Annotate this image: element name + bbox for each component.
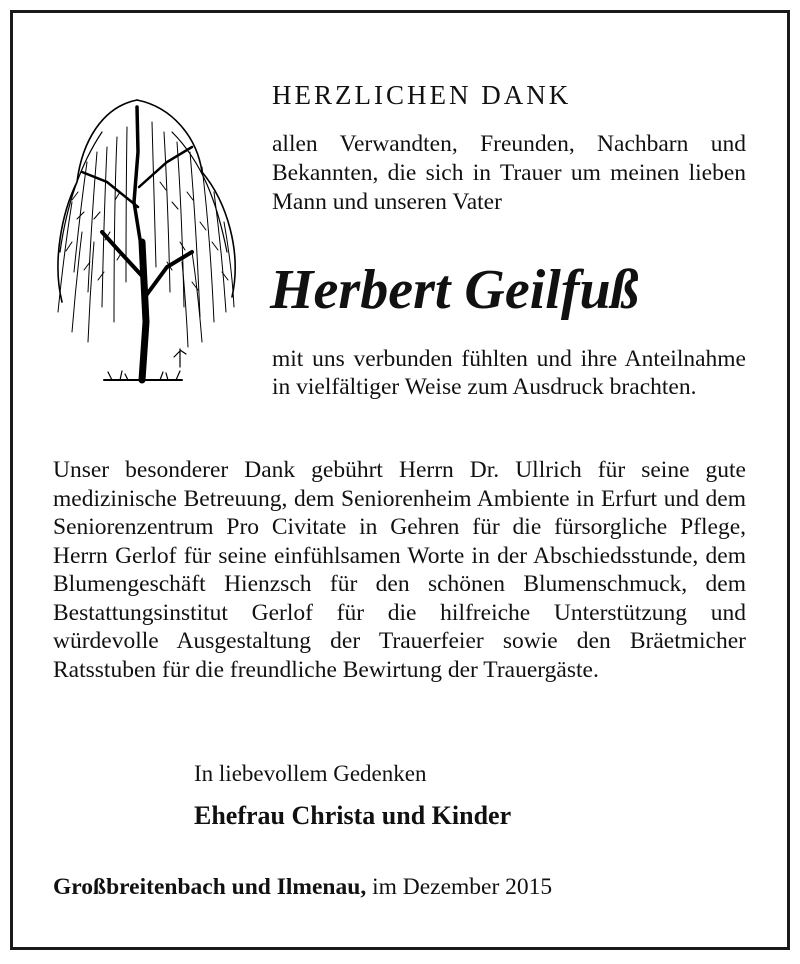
intro-text: allen Verwandten, Freunden, Nachbarn und Bekannten, die sich in Trauer um meinen lieben Mann und unseren Vater xyxy=(272,131,746,215)
memory-line: In liebevollem Gedenken xyxy=(194,761,427,786)
after-name-text: mit uns verbunden fühlten und ihre Anteilnahme in vielfältiger Weise zum Ausdruck brachten. xyxy=(272,346,746,400)
place: Großbreitenbach und Ilmenau, xyxy=(53,874,367,900)
place-date-line xyxy=(53,872,552,902)
notice-heading: HERZLICHEN DANK xyxy=(272,80,572,110)
date: im Dezember 2015 xyxy=(372,874,553,900)
signers: Ehefrau Christa und Kinder xyxy=(194,801,512,830)
weeping-willow-tree-icon xyxy=(42,92,247,392)
thanks-paragraph: Unser besonderer Dank gebührt Herrn Dr. Ullrich für seine gute medizinische Betreuung, dem Seniorenheim Ambiente in Erfurt und dem Seniorenzentrum Pro Civitate in Gehren für die fürsorgliche Pflege, Herrn Gerlof für seine einfühlsamen Worte in der Abschiedsstunde, dem Blumengeschäft Hienzsch für den schönen Blumenschmuck, dem Bestattungsinstitut Gerlof für die hilfreiche Unterstützung und würdevolle Ausgestaltung der Trauerfeier sowie den Bräetmicher Ratsstuben für die freundliche Bewirtung der Trauergäste. xyxy=(53,457,746,683)
deceased-name: Herbert Geilfuß xyxy=(270,259,639,321)
